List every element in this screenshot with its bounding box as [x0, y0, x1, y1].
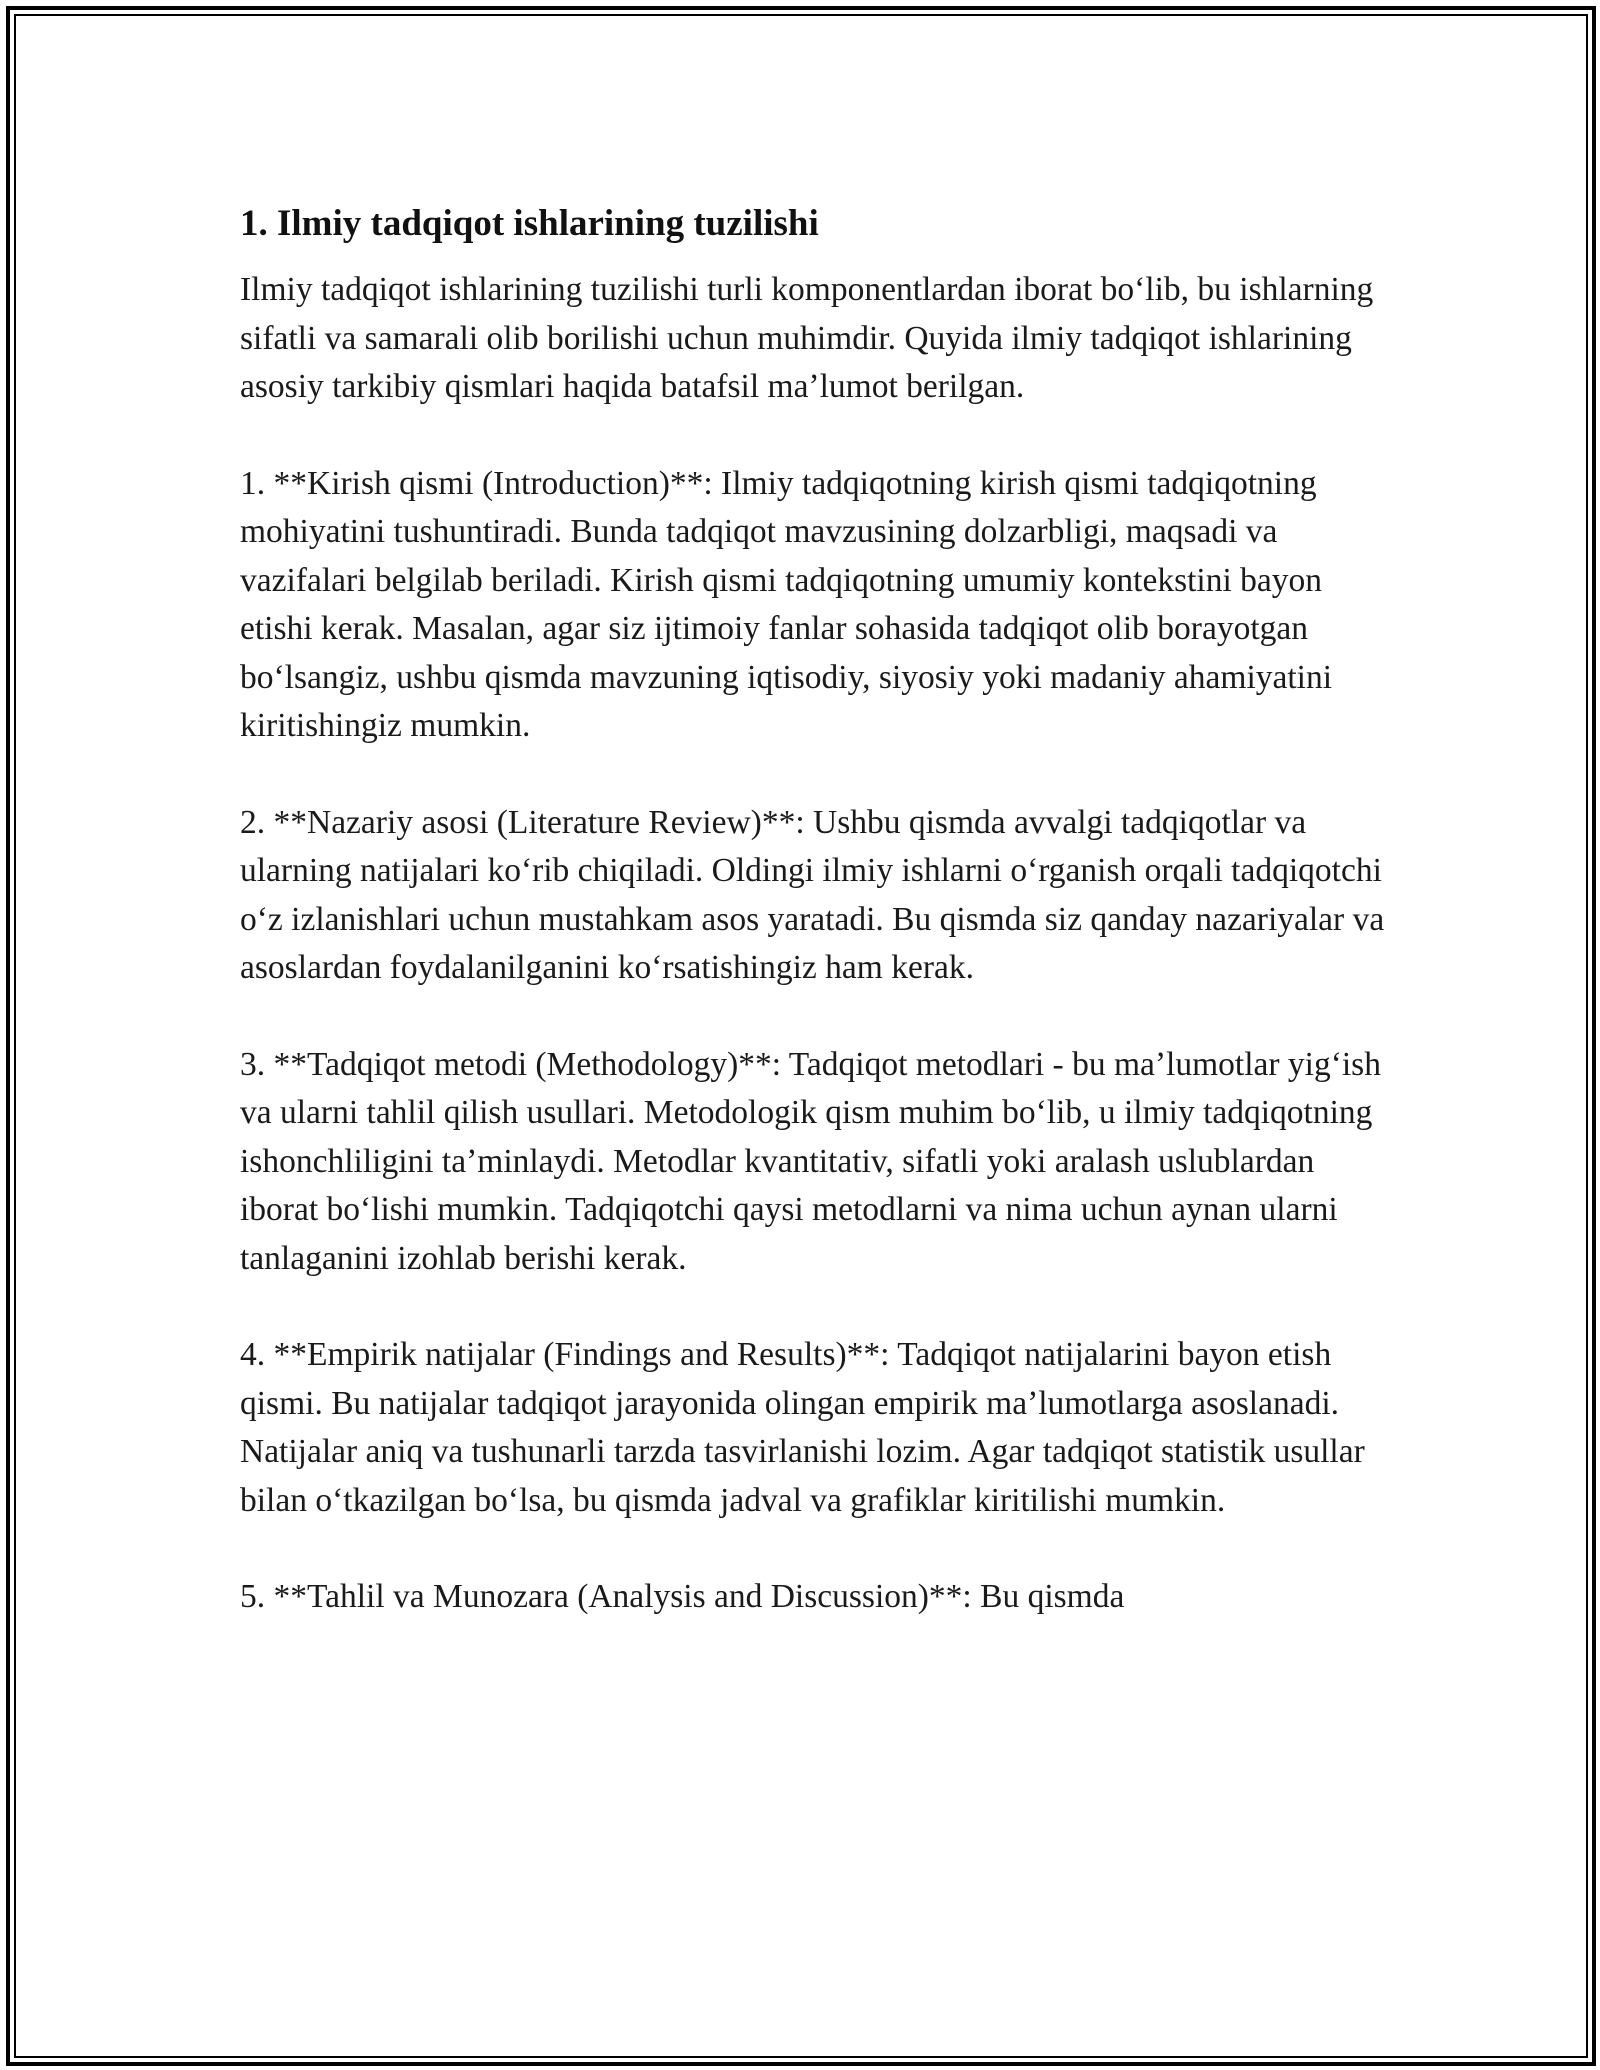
paragraph-introduction: 1. **Kirish qismi (Introduction)**: Ilmiy tadqiqotning kirish qismi tadqiqotning mohiyatini tushuntiradi. Bunda tadqiqot mavzusining dolzarbligi, maqsadi va vazifalari belgilab beriladi. Kirish qismi tadqiqotning umumiy kontekstini bayon etishi kerak. Masalan, agar siz ijtimoiy fanlar sohasida tadqiqot olib borayotgan boʻlsangiz, ushbu qismda mavzuning iqtisodiy, siyosiy yoki madaniy ahamiyatini kiritishingiz mumkin. [240, 464, 1333, 744]
paragraph-methodology: 3. **Tadqiqot metodi (Methodology)**: Tadqiqot metodlari - bu maʼlumotlar yigʻish va ularni tahlil qilish usullari. Metodologik qism muhim boʻlib, u ilmiy tadqiqotning ishonchliligini taʼminlaydi. Metodlar kvantitativ, sifatli yoki aralash uslublardan iborat boʻlishi mumkin. Tadqiqotchi qaysi metodlarni va nima uchun aynan ularni tanlaganini izohlab berishi kerak. [240, 1045, 1381, 1277]
page-frame [6, 6, 1596, 2066]
paragraph-analysis: 5. **Tahlil va Munozara (Analysis and Discussion)**: Bu qismda [240, 1578, 1125, 1615]
paragraph-literature-review: 2. **Nazariy asosi (Literature Review)**: Ushbu qismda avvalgi tadqiqotlar va ularning natijalari koʻrib chiqiladi. Oldingi ilmiy ishlarni oʻrganish orqali tadqiqotchi oʻz izlanishlari uchun mustahkam asos yaratadi. Bu qismda siz qanday nazariyalar va asoslardan foydalanilganini koʻrsatishingiz ham kerak. [240, 803, 1385, 986]
section-heading: 1. Ilmiy tadqiqot ishlarining tuzilishi [240, 203, 819, 244]
intro-paragraph: Ilmiy tadqiqot ishlarining tuzilishi turli komponentlardan iborat boʻlib, bu ishlarning sifatli va samarali olib borilishi uchun muhimdir. Quyida ilmiy tadqiqot ishlarining asosiy tarkibiy qismlari haqida batafsil maʼlumot berilgan. [240, 271, 1374, 405]
paragraph-findings: 4. **Empirik natijalar (Findings and Results)**: Tadqiqot natijalarini bayon etish qismi. Bu natijalar tadqiqot jarayonida olingan empirik maʼlumotlarga asoslanadi. Natijalar aniq va tushunarli tarzda tasvirlanishi lozim. Agar tadqiqot statistik usullar bilan oʻtkazilgan boʻlsa, bu qismda jadval va grafiklar kiritilishi mumkin. [240, 1336, 1365, 1519]
document-body [240, 196, 1390, 1670]
